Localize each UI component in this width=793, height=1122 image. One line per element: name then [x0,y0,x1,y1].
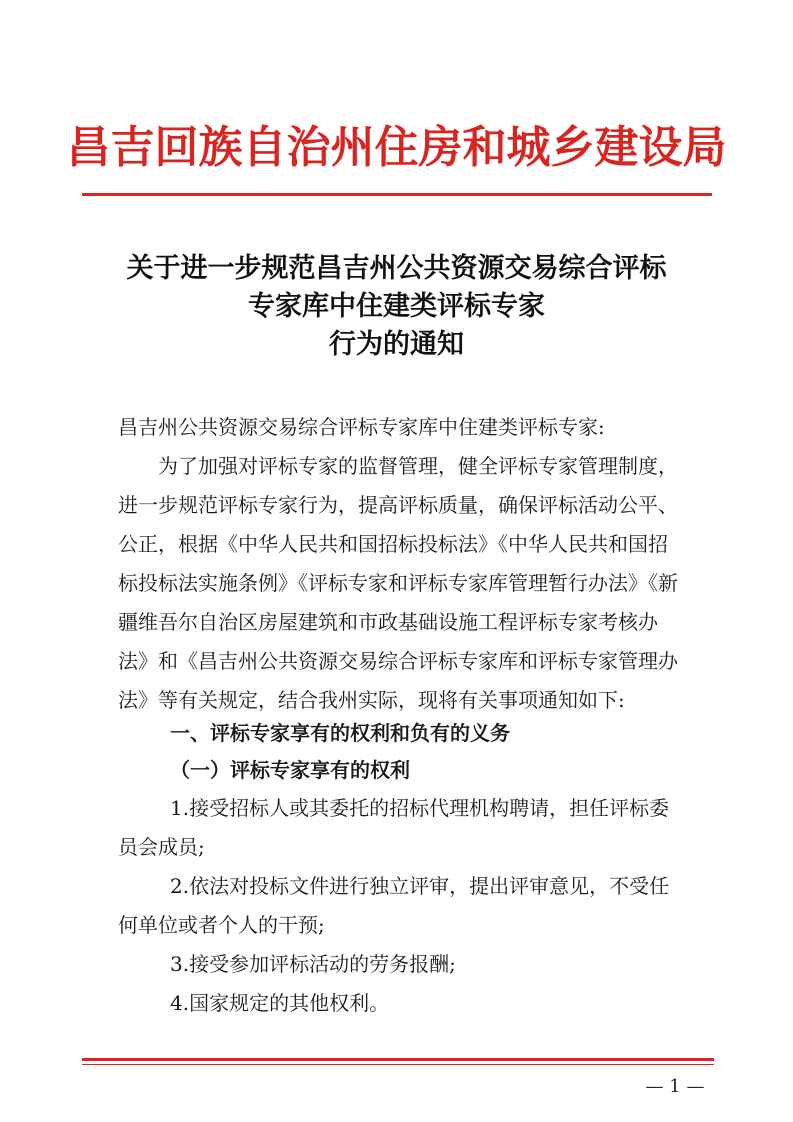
document-body [108,0,748,1122]
rights-line-3: 2.依法对投标文件进行独立评审，提出评审意见，不受任 [170,874,670,898]
page-number: — 1 — [645,1076,705,1097]
footer-red-rule [82,1058,714,1061]
intro-line-4: 标投标法实施条例》《评标专家和评标专家库管理暂行办法》《新 [118,571,678,595]
footer-red-rule-thin [82,1064,714,1065]
intro-line-1: 为了加强对评标专家的监督管理，健全评标专家管理制度， [158,454,678,478]
intro-line-2: 进一步规范评标专家行为，提高评标质量，确保评标活动公平、 [118,493,678,517]
document-title-line-2: 专家库中住建类评标专家 [248,291,545,322]
intro-line-3: 公正，根据《中华人民共和国招标投标法》《中华人民共和国招 [118,532,668,556]
rights-line-1: 1.接受招标人或其委托的招标代理机构聘请，担任评标委 [170,796,670,820]
subsection-heading-1: （一）评标专家享有的权利 [170,758,410,782]
intro-line-5: 疆维吾尔自治区房屋建筑和市政基础设施工程评标专家考核办 [118,610,658,634]
rights-line-5: 3.接受参加评标活动的劳务报酬; [170,952,456,976]
intro-line-6: 法》和《昌吉州公共资源交易综合评标专家库和评标专家管理办 [118,649,678,673]
document-title-line-1: 关于进一步规范昌吉州公共资源交易综合评标 [126,253,667,284]
rights-line-4: 何单位或者个人的干预; [118,913,325,937]
rights-line-2: 员会成员; [118,835,205,859]
intro-line-7: 法》等有关规定，结合我州实际，现将有关事项通知如下: [118,688,625,712]
letterhead-org-name: 昌吉回族自治州住房和城乡建设局 [66,122,727,173]
rights-line-6: 4.国家规定的其他权利。 [170,991,390,1015]
salutation: 昌吉州公共资源交易综合评标专家库中住建类评标专家: [118,415,605,439]
document-title-line-3: 行为的通知 [329,329,464,360]
section-heading-1: 一、评标专家享有的权利和负有的义务 [170,721,510,745]
